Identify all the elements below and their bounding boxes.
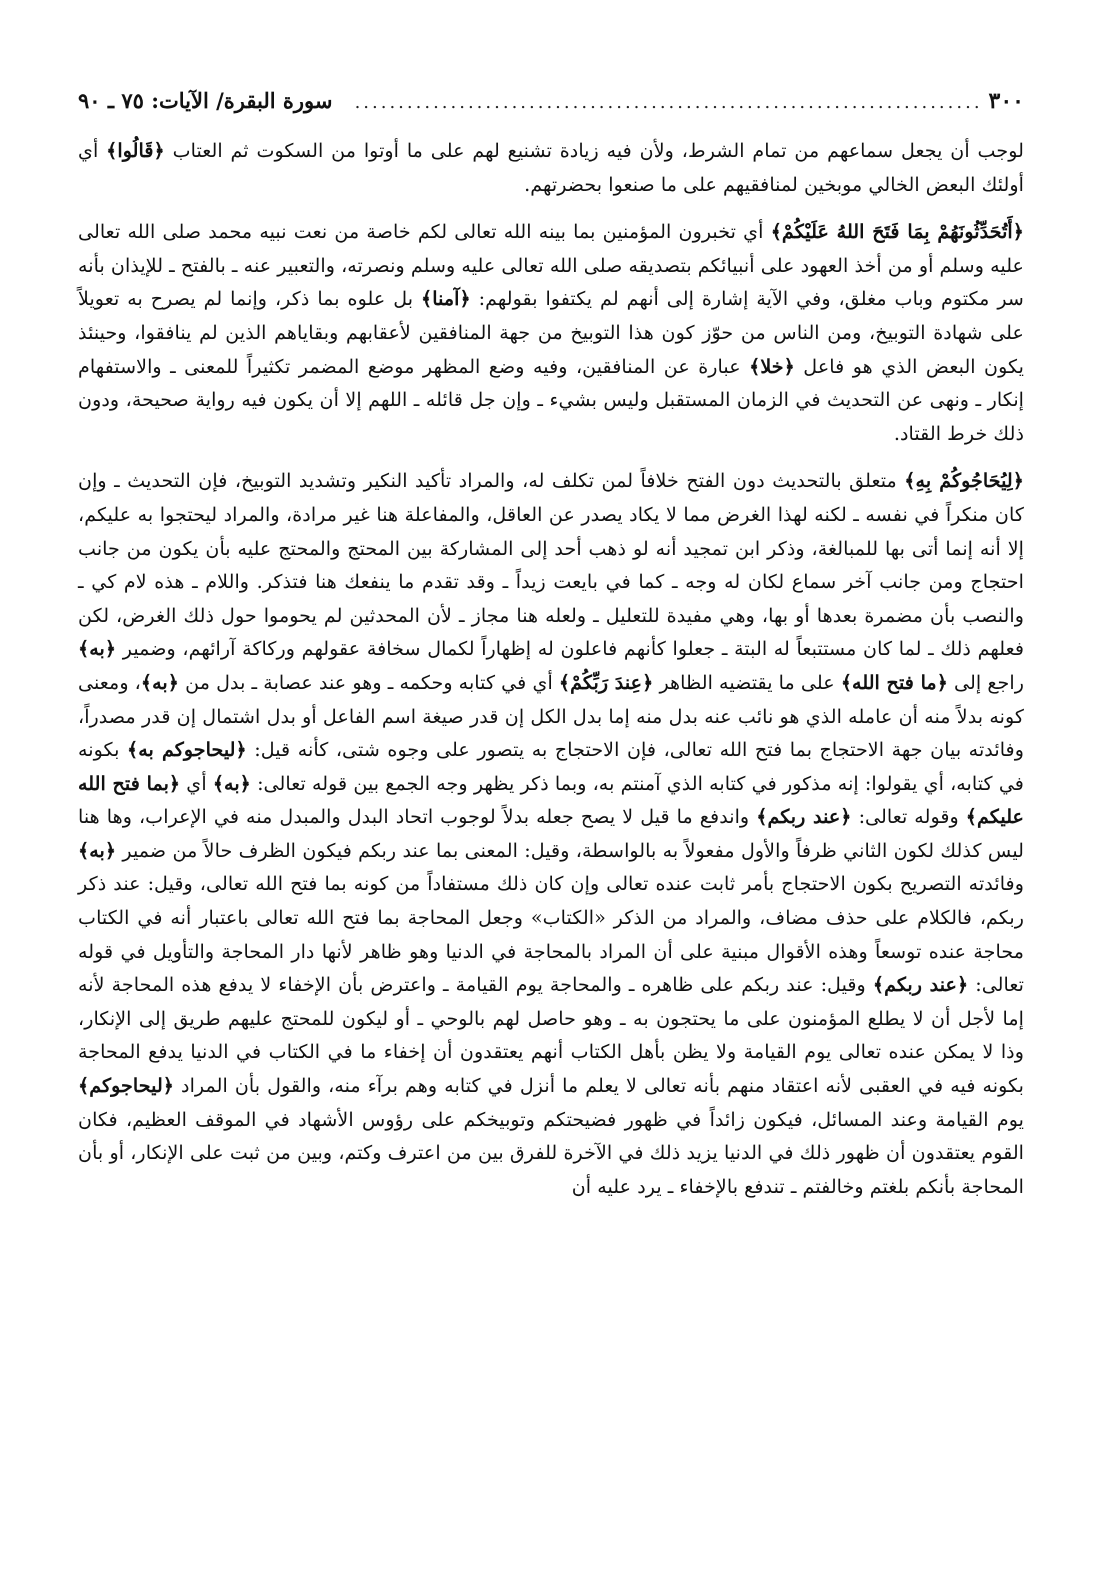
paragraph-text: أي أولئك البعض الخالي موبخين لمنافقيهم على ما صنعوا بحضرتهم.: [78, 139, 1024, 196]
quran-quote: ﴿به﴾: [140, 670, 180, 694]
quran-quote: ﴿به﴾: [212, 771, 251, 795]
paragraph-text: أي: [180, 771, 213, 795]
quran-quote: ﴿عند ربكم﴾: [872, 973, 969, 997]
paragraph-text: واندفع ما قيل لا يصح جعله بدلاً لوجوب اتحاد البدل والمبدل منه في الإعراب، وها هنا ليس كذلك لكون الثاني ظرفاً والأول مفعولاً به بالواسطة، وقيل: المعنى بما عند ربكم فيكون الظرف حالاً من ضمير: [78, 805, 1024, 862]
paragraph-text: راجع إلى: [947, 670, 1024, 694]
section-title: سورة البقرة/ الآيات: ٧٥ ـ ٩٠: [78, 88, 333, 113]
running-header: [78, 86, 1024, 120]
book-page: [78, 86, 1024, 1556]
quran-quote: ﴿آمنا﴾: [421, 287, 471, 311]
quran-quote: ﴿ما فتح الله﴾: [840, 670, 948, 694]
quran-quote: ﴿به﴾: [78, 637, 117, 661]
paragraph-text: وقيل: عند ربكم على ظاهره ـ والمحاجة يوم القيامة ـ واعترض بأن الإخفاء لا يدفع هذه المحاجة لأنه إما لأجل أن لا يطلع المؤمنون على ما يحتجون به ـ وهو حاصل لهم بالوحي ـ أو ليكون للمحتج عليهم طريق إلى الإنكار، وذا لا يمكن عنده تعالى يوم القيامة ولا يظن بأهل الكتاب أنهم يعتقدون أن إخفاء ما في الكتاب في الدنيا يدفع المحاجة بكونه فيه في العقبى لأنه اعتقاد منهم بأنه تعالى لا يعلم ما أنزل في كتابه وهم برآء منه، والقول بأن المراد: [78, 973, 1024, 1098]
dot-leader: ........................................................................: [354, 92, 983, 113]
quran-quote: ﴿خلا﴾: [749, 354, 795, 378]
body-text: [78, 134, 1024, 1203]
paragraph-text: عبارة عن المنافقين، وفيه وضع المظهر موضع المضمر تكثيراً للمعنى ـ والاستفهام إنكار ـ ونهى عن التحديث في الزمان المستقبل وليس بشيء ـ وإن جل قائله ـ اللهم إلا أن يكون فيه رواية صحيحة، ودون ذلك خرط القتاد.: [78, 354, 1024, 445]
quran-quote: ﴿بما فتح الله عليكم﴾: [78, 771, 1024, 829]
paragraph: [78, 134, 1024, 201]
quran-quote: ﴿ليحاجوكم﴾: [78, 1074, 175, 1098]
paragraph-text: بكونه في كتابه، أي يقولوا: إنه مذكور في كتابه الذي آمنتم به، وبما ذكر يظهر وجه الجمع بين قوله تعالى:: [78, 738, 1024, 795]
quran-quote: ﴿أَتُحَدِّثُونَهُمْ بِمَا فَتَحَ اللهُ عَلَيْكُمْ﴾: [770, 220, 1024, 244]
paragraph-text: وقوله تعالى:: [851, 805, 966, 829]
paragraph-text: بل علوه بما ذكر، وإنما لم يصرح به تعويلاً على شهادة التوبيخ، ومن الناس من حوّز كون هذا التوبيخ من جهة المنافقين لأعقابهم وبقاياهم الذين لم ينافقوا، وحينئذ يكون البعض الذي هو فاعل: [78, 287, 1024, 378]
quran-quote: ﴿ليحاجوكم به﴾: [127, 738, 247, 762]
quran-quote: ﴿عِندَ رَبِّكُمْ﴾: [558, 670, 654, 694]
quran-quote: ﴿به﴾: [78, 838, 117, 862]
paragraph-text: وفائدته التصريح بكون الاحتجاج بأمر ثابت عنده تعالى وإن كان ذلك مستفاداً من كونه بما فتح الله تعالى، وقيل: عند ذكر ربكم، فالكلام على حذف مضاف، والمراد من الذكر «الكتاب» وجعل المحاجة بما فتح الله تعالى باعتبار أنه في الكتاب محاجة عنده توسعاً وهذه الأقوال مبنية على أن المراد بالمحاجة في الدنيا وهو ظاهر لأنها دار المحاجة والتأويل في قوله تعالى:: [78, 872, 1024, 997]
page-number: ٣٠٠: [988, 88, 1024, 114]
paragraph-text: على ما يقتضيه الظاهر: [653, 670, 841, 694]
paragraph-text: متعلق بالتحديث دون الفتح خلافاً لمن تكلف له، والمراد تأكيد النكير وتشديد التوبيخ، فإن التحديث ـ وإن كان منكراً في نفسه ـ لكنه لهذا الغرض مما لا يكاد يصدر عن العاقل، والمفاعلة هنا غير مرادة، والمراد ليحتجوا به عليكم، إلا أنه إنما أتى بها للمبالغة، وذكر ابن تمجيد أنه لو ذهب أحد إلى المشاركة بين المحتج والمحتج عليه بأن يكون من جانب احتجاج ومن جانب آخر سماع لكان له وجه ـ كما في بايعت زيداً ـ وقد تقدم ما ينفعك هنا فتذكر. واللام ـ هذه لام كي ـ والنصب بأن مضمرة بعدها أو بها، وهي مفيدة للتعليل ـ ولعله هنا مجاز ـ لأن المحدثين لم يحوموا حول ذلك الغرض، لكن فعلهم ذلك ـ لما كان مستتبعاً له البتة ـ جعلوا كأنهم فاعلون له إظهاراً لكمال سخافة عقولهم وركاكة آرائهم، وضمير: [78, 469, 1024, 661]
paragraph-text: ، ومعنى كونه بدلاً منه أن عامله الذي هو نائب عنه بدل منه إما بدل الكل إن قدر صيغة اسم الفاعل أو بدل اشتمال إن قدر مصدراً، وفائدته بيان جهة الاحتجاج بما فتح الله تعالى، فإن الاحتجاج به يتصور على وجوه شتى، كأنه قيل:: [78, 670, 1024, 762]
quran-quote: ﴿قَالُوا﴾: [106, 139, 165, 162]
quran-quote: ﴿عند ربكم﴾: [756, 805, 852, 829]
paragraph-text: لوجب أن يجعل سماعهم من تمام الشرط، ولأن فيه زيادة تشنيع لهم على ما أوتوا من السكوت ثم العتاب: [164, 139, 1024, 162]
paragraph-text: يوم القيامة وعند المسائل، فيكون زائداً في ظهور فضيحتكم وتوبيخكم على رؤوس الأشهاد في الموقف العظيم، فكان القوم يعتقدون أن ظهور ذلك في الدنيا يزيد ذلك في الآخرة للفرق بين من اعترف وكتم، وبين من ثبت على الإنكار، أو بأن المحاجة بأنكم بلغتم وخالفتم ـ تندفع بالإخفاء ـ يرد عليه أن: [78, 1107, 1024, 1198]
quran-quote: ﴿لِيُحَاجُوكُمْ بِهِ﴾: [904, 469, 1025, 493]
paragraph: [78, 464, 1024, 1203]
paragraph: [78, 215, 1024, 450]
paragraph-text: أي في كتابه وحكمه ـ وهو عند عصابة ـ بدل من: [179, 670, 559, 694]
paragraph-text: أي تخبرون المؤمنين بما بينه الله تعالى لكم خاصة من نعت نبيه محمد صلى الله تعالى عليه وسلم أو من أخذ العهود على أنبيائكم بتصديقه صلى الله تعالى عليه وسلم ونصرته، والتعبير عنه ـ بالفتح ـ للإيذان بأنه سر مكتوم وباب مغلق، وفي الآية إشارة إلى أنهم لم يكتفوا بقولهم:: [78, 220, 1024, 311]
